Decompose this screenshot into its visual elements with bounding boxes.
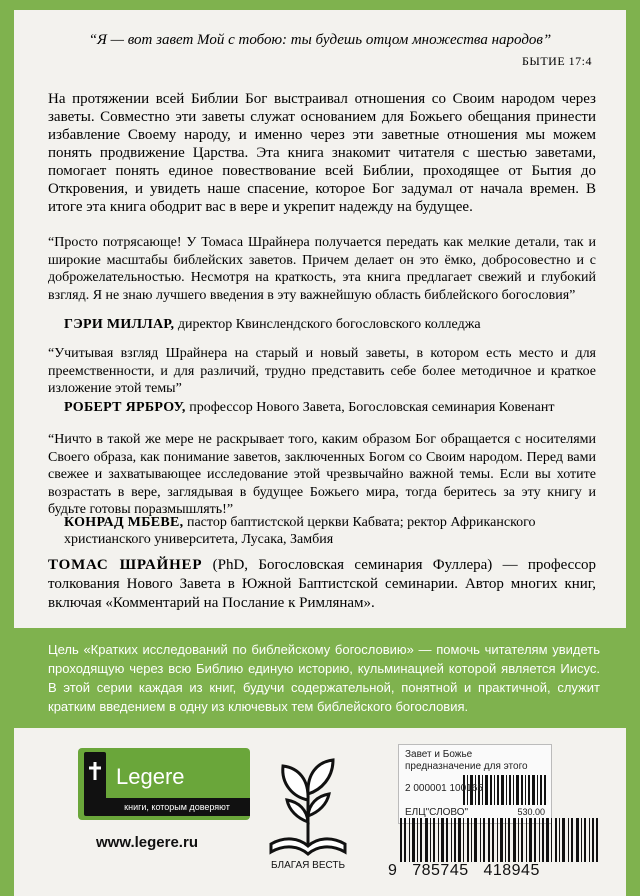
sticker-code: 2 000001 100165 [405,783,483,794]
series-description: Цель «Кратких исследований по библейскому богословию» — помочь читателям увидеть проходящую через всю Библию единую историю, кульминацией которой является Иисус. В этой серии каждая из книг, будучи содержательной, понятной и практичной, служит кратким введением в одну из ключевых тем библейского богословия. [48,642,600,714]
logo-name: Legere [116,764,185,789]
endorser-role: директор Квинслендского богословского колледжа [174,317,481,332]
sprout-book-icon [263,752,353,862]
publisher-name: БЛАГАЯ ВЕСТЬ [270,860,346,871]
isbn-digits: 9 785745 418945 [388,862,540,879]
endorser-role: профессор Нового Завета, Богословская семинария Ковенант [185,400,555,415]
endorser-name: КОНРАД МБЕВЕ, [64,515,184,530]
endorsement-attribution [64,514,604,548]
isbn-barcode [400,818,600,862]
sticker-price: 530.00 [517,807,545,817]
endorsement-quote: “Учитывая взгляд Шрайнера на старый и новый заветы, в котором есть место и для преемственности, и для различий, трудно представить себе более методичное и краткое изложение этой темы” [48,346,596,396]
logo-tagline: книги, которым доверяют [104,798,250,816]
endorsement-quote: “Ничто в такой же мере не раскрывает того, каким образом Бог обращается с носителями Своего образа, как понимание заветов, заключенных Богом со Своим народом. Перед вами свежее и захватывающее исследование этой чрезвычайно важной темы. Если вы хотите возрастать в вере, заглядывая в будущее Божьего мира, тогда беритесь за эту книгу и будьте готовы поразмышлять!” [48,432,596,517]
price-sticker [398,744,552,824]
endorsement-attribution [64,399,604,416]
epigraph-quote: “Я — вот завет Мой с тобою: ты будешь отцом множества народов” [88,32,552,48]
sticker-subtitle: предназначение для этого [405,761,528,772]
endorser-role: пастор баптистской церкви Кабвата; ректор Африканского христианского университета, Лусака, Замбия [64,515,536,547]
author-name: ТОМАС ШРАЙНЕР [48,557,203,573]
publisher-url: www.legere.ru [96,834,198,851]
endorsement-quote: “Просто потрясающе! У Томаса Шрайнера получается передать как мелкие детали, так и широкие масштабы библейских заветов. Причем делает он это ёмко, добросовестно и с доброжелательностью. Несмотря на краткость, эта книга предлагает свежий и глубокий взгляд. Я не знаю лучшего введения в эту важнейшую область библейского богословия” [48,235,596,303]
cross-icon [89,762,101,780]
sticker-title: Завет и Божье [405,749,473,760]
sticker-store: ЕЛЦ"СЛОВО" [405,807,469,818]
green-edge [0,626,14,896]
endorser-name: РОБЕРТ ЯРБРОУ, [64,400,186,415]
endorser-name: ГЭРИ МИЛЛАР, [64,317,175,332]
author-bio-text: (PhD, Богословская семинария Фуллера) — профессор толкования Нового Завета в Южной Баптистской семинарии. Автор многих книг, включая «Комментарий на Послание к Римлянам». [48,557,596,611]
endorsement-attribution [64,316,604,333]
book-blurb: На протяжении всей Библии Бог выстраивал отношения со Своим народом через заветы. Совместно эти заветы служат основанием для Божьего обещания принести избавление Своему народу, и именно через эти заветные отношения мы можем понять продвижение Царства. Эта книга знакомит читателя с шестью заветами, помогает понять единое повествование всей Библии, проходящее от Бытия до Откровения, и увидеть наше спасение, которое Бог задумал от начала времен. В итоге эта книга ободрит вас в вере и укрепит надежду на будущее. [48,91,596,215]
author-bio [48,556,596,613]
epigraph-reference: БЫТИЕ 17:4 [521,54,592,68]
